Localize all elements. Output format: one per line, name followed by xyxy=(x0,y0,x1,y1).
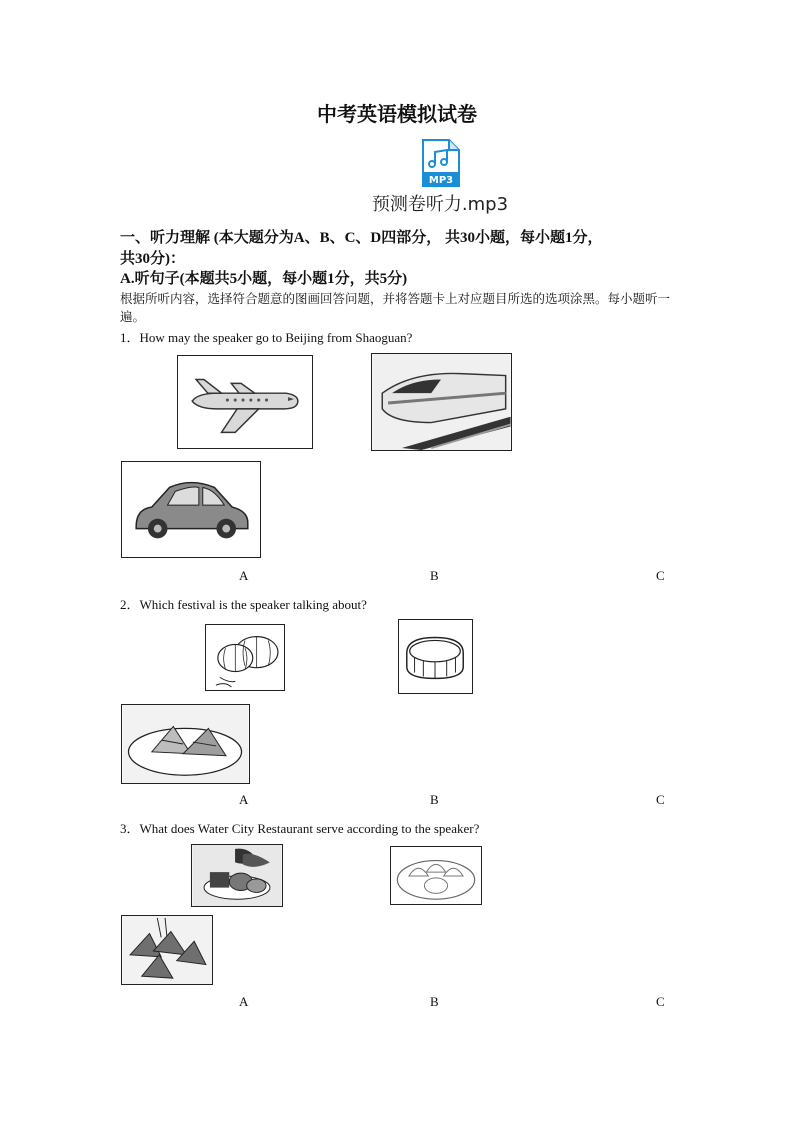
mp3-icon-label: MP3 xyxy=(428,175,454,186)
option-label-2a: A xyxy=(239,792,249,807)
question-3-text: 3．What does Water City Restaurant serve according to the speaker? xyxy=(120,821,480,836)
option-2c-zongzi-image[interactable] xyxy=(121,704,250,784)
option-label-3c: C xyxy=(656,994,665,1009)
page-title: 中考英语模拟试卷 xyxy=(317,102,477,126)
option-2b-mooncake-image[interactable] xyxy=(398,619,473,694)
option-label-2b: B xyxy=(430,792,439,807)
option-label-1b: B xyxy=(430,568,439,583)
option-label-1a: A xyxy=(239,568,249,583)
option-3b-dumplings-image[interactable] xyxy=(390,846,482,905)
option-label-1c: C xyxy=(656,568,665,583)
option-1c-car-image[interactable] xyxy=(121,461,261,558)
option-1b-train-image[interactable] xyxy=(371,353,512,451)
audio-filename[interactable]: 预测卷听力.mp3 xyxy=(371,194,509,215)
option-2a-lanterns-image[interactable] xyxy=(205,624,285,691)
option-label-3a: A xyxy=(239,994,249,1009)
option-1a-airplane-image[interactable] xyxy=(177,355,313,449)
question-2-text: 2．Which festival is the speaker talking about? xyxy=(120,597,367,612)
part-a-heading: A.听句子(本题共5小题，每小题1分，共5分) xyxy=(120,271,408,287)
option-3a-mooncakes-image[interactable] xyxy=(191,844,283,907)
option-3c-zongzi-bundle-image[interactable] xyxy=(121,915,213,985)
question-1-text: 1．How may the speaker go to Beijing from Shaoguan? xyxy=(120,330,413,345)
instructions: 根据所听内容，选择符合题意的图画回答问题，并将答题卡上对应题目所选的选项涂黑。每小题听一遍。 xyxy=(120,291,671,324)
mp3-file-icon[interactable] xyxy=(419,138,461,188)
option-label-2c: C xyxy=(656,792,665,807)
section-heading-line1: 一、听力理解 (本大题分为A、B、C、D四部分， 共30小题，每小题1分， xyxy=(120,230,603,246)
section-heading-line2: 共30分)： xyxy=(120,251,185,267)
option-label-3b: B xyxy=(430,994,439,1009)
